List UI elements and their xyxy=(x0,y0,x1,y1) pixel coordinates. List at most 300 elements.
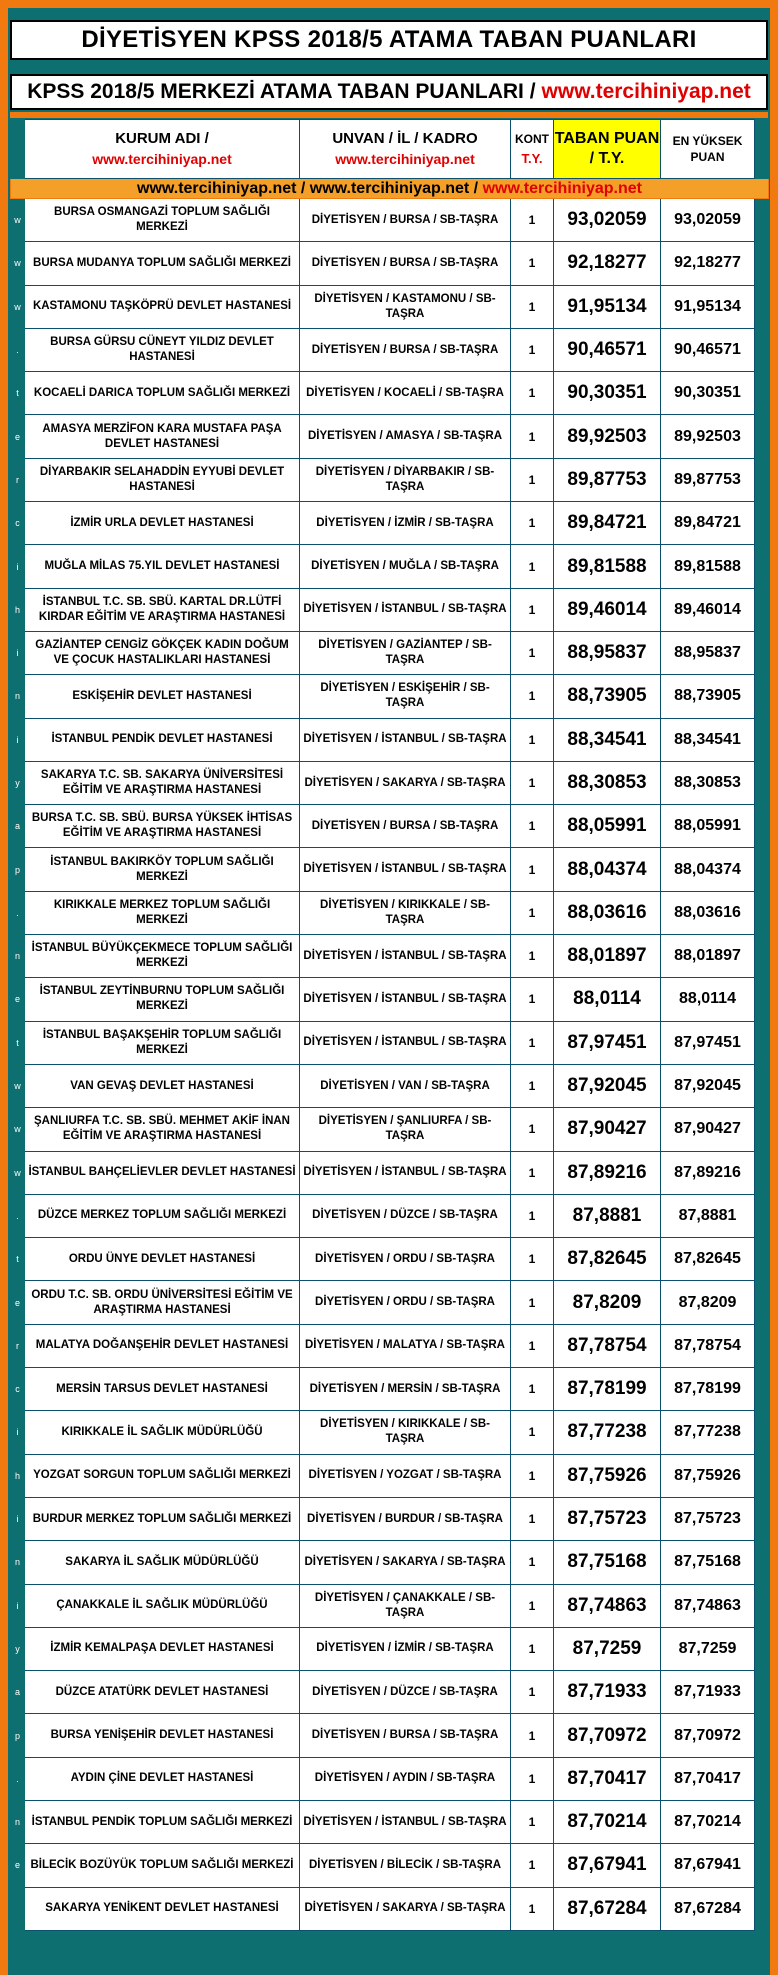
table-row xyxy=(11,1844,769,1887)
header-kont-sub: T.Y. xyxy=(521,151,543,166)
cell-taban: 88,04374 xyxy=(554,848,661,891)
table-row xyxy=(11,1757,769,1800)
side-letter xyxy=(11,1887,25,1930)
side-letter: e xyxy=(11,978,25,1021)
side-letter: w xyxy=(11,1064,25,1107)
side-letter: t xyxy=(11,1021,25,1064)
side-letter: t xyxy=(11,1238,25,1281)
cell-unvan: DİYETİSYEN / AYDIN / SB-TAŞRA xyxy=(300,1757,511,1800)
cell-kont: 1 xyxy=(511,1324,554,1367)
table-row xyxy=(11,328,769,371)
cell-unvan: DİYETİSYEN / KASTAMONU / SB-TAŞRA xyxy=(300,285,511,328)
cell-kont: 1 xyxy=(511,891,554,934)
cell-taban: 91,95134 xyxy=(554,285,661,328)
cell-kont: 1 xyxy=(511,1800,554,1843)
side-cell xyxy=(755,1281,769,1324)
cell-yuksek: 89,81588 xyxy=(661,545,755,588)
side-letter: i xyxy=(11,1584,25,1627)
cell-kurum: BİLECİK BOZÜYÜK TOPLUM SAĞLIĞI MERKEZİ xyxy=(25,1844,300,1887)
side-cell xyxy=(755,458,769,501)
url-banner-sep-1: / xyxy=(296,179,310,197)
cell-kurum: MUĞLA MİLAS 75.YIL DEVLET HASTANESİ xyxy=(25,545,300,588)
side-letter: p xyxy=(11,1714,25,1757)
side-cell xyxy=(755,718,769,761)
cell-unvan: DİYETİSYEN / İZMİR / SB-TAŞRA xyxy=(300,1627,511,1670)
side-cell xyxy=(755,1627,769,1670)
cell-kont: 1 xyxy=(511,588,554,631)
cell-yuksek: 87,67284 xyxy=(661,1887,755,1930)
cell-unvan: DİYETİSYEN / İSTANBUL / SB-TAŞRA xyxy=(300,588,511,631)
cell-yuksek: 87,90427 xyxy=(661,1108,755,1151)
url-banner xyxy=(11,179,769,199)
side-cell xyxy=(755,328,769,371)
cell-taban: 87,78754 xyxy=(554,1324,661,1367)
url-banner-a: www.tercihiniyap.net xyxy=(137,179,297,197)
table-row xyxy=(11,1454,769,1497)
table-row xyxy=(11,502,769,545)
side-cell xyxy=(755,805,769,848)
url-banner-c: www.tercihiniyap.net xyxy=(482,179,642,197)
header-unvan-url: www.tercihiniyap.net xyxy=(335,151,475,167)
cell-unvan: DİYETİSYEN / ORDU / SB-TAŞRA xyxy=(300,1281,511,1324)
side-cell xyxy=(755,242,769,285)
side-cell xyxy=(755,1194,769,1237)
cell-taban: 87,75926 xyxy=(554,1454,661,1497)
cell-kont: 1 xyxy=(511,1151,554,1194)
cell-kont: 1 xyxy=(511,1454,554,1497)
header-kurum-label: KURUM ADI / xyxy=(115,130,209,147)
header-unvan xyxy=(300,120,511,179)
cell-kont: 1 xyxy=(511,805,554,848)
side-cell xyxy=(755,978,769,1021)
table-row xyxy=(11,1108,769,1151)
side-letter: i xyxy=(11,545,25,588)
header-kont-label: KONT xyxy=(515,132,549,146)
cell-taban: 88,95837 xyxy=(554,631,661,674)
cell-unvan: DİYETİSYEN / KOCAELİ / SB-TAŞRA xyxy=(300,372,511,415)
cell-yuksek: 88,30853 xyxy=(661,761,755,804)
cell-yuksek: 87,78754 xyxy=(661,1324,755,1367)
table-row xyxy=(11,285,769,328)
table-row xyxy=(11,1800,769,1843)
cell-kurum: KOCAELİ DARICA TOPLUM SAĞLIĞI MERKEZİ xyxy=(25,372,300,415)
cell-taban: 87,70417 xyxy=(554,1757,661,1800)
header-kurum xyxy=(25,120,300,179)
table-row xyxy=(11,675,769,718)
side-letter: . xyxy=(11,1194,25,1237)
side-letter: i xyxy=(11,631,25,674)
cell-kont: 1 xyxy=(511,1021,554,1064)
cell-yuksek: 87,70972 xyxy=(661,1714,755,1757)
cell-kurum: İSTANBUL BÜYÜKÇEKMECE TOPLUM SAĞLIĞI MERKEZİ xyxy=(25,935,300,978)
cell-taban: 87,77238 xyxy=(554,1411,661,1454)
cell-unvan: DİYETİSYEN / BURSA / SB-TAŞRA xyxy=(300,1714,511,1757)
cell-kurum: MALATYA DOĞANŞEHİR DEVLET HASTANESİ xyxy=(25,1324,300,1367)
header-kurum-url: www.tercihiniyap.net xyxy=(92,151,232,167)
side-letter: i xyxy=(11,1411,25,1454)
page-subtitle xyxy=(10,74,768,110)
side-letter: a xyxy=(11,805,25,848)
cell-kurum: BURSA MUDANYA TOPLUM SAĞLIĞI MERKEZİ xyxy=(25,242,300,285)
cell-kurum: İSTANBUL T.C. SB. SBÜ. KARTAL DR.LÜTFİ KIRDAR EĞİTİM VE ARAŞTIRMA HASTANESİ xyxy=(25,588,300,631)
cell-kont: 1 xyxy=(511,502,554,545)
side-cell xyxy=(755,1064,769,1107)
table-row xyxy=(11,1714,769,1757)
cell-kont: 1 xyxy=(511,1108,554,1151)
cell-unvan: DİYETİSYEN / MALATYA / SB-TAŞRA xyxy=(300,1324,511,1367)
cell-unvan: DİYETİSYEN / İSTANBUL / SB-TAŞRA xyxy=(300,978,511,1021)
cell-unvan: DİYETİSYEN / İSTANBUL / SB-TAŞRA xyxy=(300,848,511,891)
cell-yuksek: 87,75926 xyxy=(661,1454,755,1497)
header-yuksek: EN YÜKSEK PUAN xyxy=(661,120,755,179)
cell-kont: 1 xyxy=(511,1194,554,1237)
cell-unvan: DİYETİSYEN / MUĞLA / SB-TAŞRA xyxy=(300,545,511,588)
cell-unvan: DİYETİSYEN / ORDU / SB-TAŞRA xyxy=(300,1238,511,1281)
side-letter: e xyxy=(11,415,25,458)
side-cell xyxy=(755,415,769,458)
cell-kurum: ORDU ÜNYE DEVLET HASTANESİ xyxy=(25,1238,300,1281)
table-row xyxy=(11,1021,769,1064)
side-letter: y xyxy=(11,761,25,804)
cell-kurum: SAKARYA T.C. SB. SAKARYA ÜNİVERSİTESİ EĞİTİM VE ARAŞTIRMA HASTANESİ xyxy=(25,761,300,804)
cell-unvan: DİYETİSYEN / BURSA / SB-TAŞRA xyxy=(300,328,511,371)
side-cell xyxy=(755,1108,769,1151)
cell-taban: 87,92045 xyxy=(554,1064,661,1107)
cell-kurum: GAZİANTEP CENGİZ GÖKÇEK KADIN DOĞUM VE ÇOCUK HASTALIKLARI HASTANESİ xyxy=(25,631,300,674)
side-cell xyxy=(755,848,769,891)
side-letter: w xyxy=(11,1108,25,1151)
cell-kurum: AYDIN ÇİNE DEVLET HASTANESİ xyxy=(25,1757,300,1800)
cell-kont: 1 xyxy=(511,1671,554,1714)
side-letter: a xyxy=(11,1671,25,1714)
cell-kurum: DÜZCE MERKEZ TOPLUM SAĞLIĞI MERKEZİ xyxy=(25,1194,300,1237)
cell-yuksek: 87,75723 xyxy=(661,1497,755,1540)
cell-kurum: İSTANBUL BAŞAKŞEHİR TOPLUM SAĞLIĞI MERKEZİ xyxy=(25,1021,300,1064)
table-row xyxy=(11,1151,769,1194)
url-banner-sep-2: / xyxy=(469,179,483,197)
cell-unvan: DİYETİSYEN / SAKARYA / SB-TAŞRA xyxy=(300,1887,511,1930)
cell-kurum: İZMİR URLA DEVLET HASTANESİ xyxy=(25,502,300,545)
cell-kont: 1 xyxy=(511,328,554,371)
header-unvan-label: UNVAN / İL / KADRO xyxy=(332,130,478,147)
side-letter: r xyxy=(11,458,25,501)
cell-taban: 89,84721 xyxy=(554,502,661,545)
cell-yuksek: 93,02059 xyxy=(661,199,755,242)
cell-taban: 87,90427 xyxy=(554,1108,661,1151)
cell-yuksek: 89,46014 xyxy=(661,588,755,631)
cell-taban: 90,30351 xyxy=(554,372,661,415)
cell-kont: 1 xyxy=(511,631,554,674)
cell-kont: 1 xyxy=(511,1887,554,1930)
side-cell xyxy=(755,1541,769,1584)
cell-taban: 90,46571 xyxy=(554,328,661,371)
table-row xyxy=(11,891,769,934)
cell-unvan: DİYETİSYEN / BURDUR / SB-TAŞRA xyxy=(300,1497,511,1540)
side-cell xyxy=(755,935,769,978)
cell-kont: 1 xyxy=(511,848,554,891)
cell-unvan: DİYETİSYEN / İSTANBUL / SB-TAŞRA xyxy=(300,718,511,761)
cell-kurum: BURDUR MERKEZ TOPLUM SAĞLIĞI MERKEZİ xyxy=(25,1497,300,1540)
table-row xyxy=(11,545,769,588)
cell-yuksek: 87,8209 xyxy=(661,1281,755,1324)
cell-yuksek: 87,67941 xyxy=(661,1844,755,1887)
side-cell xyxy=(755,1887,769,1930)
cell-unvan: DİYETİSYEN / BURSA / SB-TAŞRA xyxy=(300,805,511,848)
cell-taban: 88,05991 xyxy=(554,805,661,848)
table-row xyxy=(11,1541,769,1584)
cell-yuksek: 87,70417 xyxy=(661,1757,755,1800)
cell-yuksek: 89,87753 xyxy=(661,458,755,501)
cell-kont: 1 xyxy=(511,1411,554,1454)
side-cell xyxy=(755,761,769,804)
cell-taban: 87,82645 xyxy=(554,1238,661,1281)
side-cell xyxy=(755,120,769,179)
cell-kurum: BURSA T.C. SB. SBÜ. BURSA YÜKSEK İHTİSAS EĞİTİM VE ARAŞTIRMA HASTANESİ xyxy=(25,805,300,848)
cell-kurum: ÇANAKKALE İL SAĞLIK MÜDÜRLÜĞÜ xyxy=(25,1584,300,1627)
table-row xyxy=(11,631,769,674)
cell-taban: 87,74863 xyxy=(554,1584,661,1627)
cell-kurum: KIRIKKALE MERKEZ TOPLUM SAĞLIĞI MERKEZİ xyxy=(25,891,300,934)
cell-kurum: İSTANBUL BAKIRKÖY TOPLUM SAĞLIĞI MERKEZİ xyxy=(25,848,300,891)
cell-kurum: DÜZCE ATATÜRK DEVLET HASTANESİ xyxy=(25,1671,300,1714)
cell-unvan: DİYETİSYEN / ESKİŞEHİR / SB-TAŞRA xyxy=(300,675,511,718)
cell-kont: 1 xyxy=(511,1281,554,1324)
table-row xyxy=(11,1368,769,1411)
cell-yuksek: 88,73905 xyxy=(661,675,755,718)
cell-yuksek: 87,97451 xyxy=(661,1021,755,1064)
side-cell xyxy=(755,502,769,545)
cell-kont: 1 xyxy=(511,372,554,415)
page-title: DİYETİSYEN KPSS 2018/5 ATAMA TABAN PUANLARI xyxy=(10,20,768,60)
side-letter: c xyxy=(11,502,25,545)
cell-kont: 1 xyxy=(511,415,554,458)
cell-unvan: DİYETİSYEN / İSTANBUL / SB-TAŞRA xyxy=(300,1021,511,1064)
cell-yuksek: 87,8881 xyxy=(661,1194,755,1237)
cell-taban: 87,78199 xyxy=(554,1368,661,1411)
table-row xyxy=(11,848,769,891)
cell-kont: 1 xyxy=(511,545,554,588)
cell-unvan: DİYETİSYEN / DİYARBAKIR / SB-TAŞRA xyxy=(300,458,511,501)
cell-taban: 93,02059 xyxy=(554,199,661,242)
cell-yuksek: 88,95837 xyxy=(661,631,755,674)
cell-kurum: AMASYA MERZİFON KARA MUSTAFA PAŞA DEVLET HASTANESİ xyxy=(25,415,300,458)
side-letter: i xyxy=(11,718,25,761)
cell-taban: 89,81588 xyxy=(554,545,661,588)
cell-kont: 1 xyxy=(511,1757,554,1800)
cell-kurum: SAKARYA İL SAĞLIK MÜDÜRLÜĞÜ xyxy=(25,1541,300,1584)
cell-taban: 87,8209 xyxy=(554,1281,661,1324)
cell-kont: 1 xyxy=(511,458,554,501)
side-cell xyxy=(755,1714,769,1757)
side-letter: w xyxy=(11,285,25,328)
cell-unvan: DİYETİSYEN / BURSA / SB-TAŞRA xyxy=(300,199,511,242)
side-letter: c xyxy=(11,1368,25,1411)
table-row xyxy=(11,415,769,458)
side-letter: . xyxy=(11,1757,25,1800)
cell-taban: 89,46014 xyxy=(554,588,661,631)
cell-taban: 87,7259 xyxy=(554,1627,661,1670)
cell-unvan: DİYETİSYEN / DÜZCE / SB-TAŞRA xyxy=(300,1671,511,1714)
side-letter: w xyxy=(11,1151,25,1194)
cell-taban: 88,30853 xyxy=(554,761,661,804)
cell-kont: 1 xyxy=(511,675,554,718)
cell-kurum: KASTAMONU TAŞKÖPRÜ DEVLET HASTANESİ xyxy=(25,285,300,328)
side-cell xyxy=(755,1671,769,1714)
cell-kont: 1 xyxy=(511,1064,554,1107)
cell-taban: 87,97451 xyxy=(554,1021,661,1064)
side-cell xyxy=(755,1757,769,1800)
subtitle-text: KPSS 2018/5 MERKEZİ ATAMA TABAN PUANLARI / xyxy=(27,80,536,103)
header-taban: TABAN PUAN / T.Y. xyxy=(554,120,661,179)
cell-kurum: YOZGAT SORGUN TOPLUM SAĞLIĞI MERKEZİ xyxy=(25,1454,300,1497)
side-letter: . xyxy=(11,891,25,934)
side-letter: r xyxy=(11,1324,25,1367)
table-row xyxy=(11,761,769,804)
cell-taban: 87,8881 xyxy=(554,1194,661,1237)
cell-yuksek: 88,04374 xyxy=(661,848,755,891)
table-row xyxy=(11,1064,769,1107)
side-letter: p xyxy=(11,848,25,891)
cell-kont: 1 xyxy=(511,935,554,978)
cell-unvan: DİYETİSYEN / MERSİN / SB-TAŞRA xyxy=(300,1368,511,1411)
cell-unvan: DİYETİSYEN / YOZGAT / SB-TAŞRA xyxy=(300,1454,511,1497)
header-row xyxy=(11,120,769,179)
side-cell xyxy=(755,1324,769,1367)
cell-yuksek: 87,75168 xyxy=(661,1541,755,1584)
cell-kont: 1 xyxy=(511,242,554,285)
side-letter: h xyxy=(11,1454,25,1497)
cell-unvan: DİYETİSYEN / İZMİR / SB-TAŞRA xyxy=(300,502,511,545)
table-row xyxy=(11,805,769,848)
table-row xyxy=(11,1887,769,1930)
cell-kurum: MERSİN TARSUS DEVLET HASTANESİ xyxy=(25,1368,300,1411)
table-row xyxy=(11,1238,769,1281)
cell-yuksek: 87,70214 xyxy=(661,1800,755,1843)
cell-kont: 1 xyxy=(511,1541,554,1584)
table-row xyxy=(11,1281,769,1324)
cell-yuksek: 87,89216 xyxy=(661,1151,755,1194)
cell-kurum: KIRIKKALE İL SAĞLIK MÜDÜRLÜĞÜ xyxy=(25,1411,300,1454)
side-cell xyxy=(755,588,769,631)
side-cell xyxy=(755,1411,769,1454)
cell-kurum: İSTANBUL BAHÇELİEVLER DEVLET HASTANESİ xyxy=(25,1151,300,1194)
cell-kont: 1 xyxy=(511,978,554,1021)
cell-kurum: İSTANBUL PENDİK DEVLET HASTANESİ xyxy=(25,718,300,761)
table-row xyxy=(11,199,769,242)
cell-taban: 89,87753 xyxy=(554,458,661,501)
cell-yuksek: 87,7259 xyxy=(661,1627,755,1670)
cell-yuksek: 88,05991 xyxy=(661,805,755,848)
cell-taban: 88,01897 xyxy=(554,935,661,978)
cell-kurum: VAN GEVAŞ DEVLET HASTANESİ xyxy=(25,1064,300,1107)
side-cell xyxy=(755,1844,769,1887)
side-cell xyxy=(755,372,769,415)
side-cell xyxy=(755,1584,769,1627)
cell-unvan: DİYETİSYEN / KIRIKKALE / SB-TAŞRA xyxy=(300,1411,511,1454)
side-cell xyxy=(755,891,769,934)
side-cell xyxy=(755,1151,769,1194)
cell-unvan: DİYETİSYEN / ŞANLIURFA / SB-TAŞRA xyxy=(300,1108,511,1151)
cell-taban: 92,18277 xyxy=(554,242,661,285)
cell-unvan: DİYETİSYEN / BURSA / SB-TAŞRA xyxy=(300,242,511,285)
side-cell xyxy=(755,1454,769,1497)
cell-taban: 89,92503 xyxy=(554,415,661,458)
url-banner-b: www.tercihiniyap.net xyxy=(309,179,470,197)
cell-kurum: BURSA YENİŞEHİR DEVLET HASTANESİ xyxy=(25,1714,300,1757)
cell-kurum: DİYARBAKIR SELAHADDİN EYYUBİ DEVLET HASTANESİ xyxy=(25,458,300,501)
side-cell xyxy=(755,1021,769,1064)
header-kont xyxy=(511,120,554,179)
cell-yuksek: 87,92045 xyxy=(661,1064,755,1107)
table-row xyxy=(11,935,769,978)
cell-kont: 1 xyxy=(511,1584,554,1627)
subtitle-url: www.tercihiniyap.net xyxy=(541,80,751,103)
side-letter: n xyxy=(11,1541,25,1584)
cell-yuksek: 87,77238 xyxy=(661,1411,755,1454)
cell-unvan: DİYETİSYEN / DÜZCE / SB-TAŞRA xyxy=(300,1194,511,1237)
cell-kont: 1 xyxy=(511,199,554,242)
side-cell xyxy=(755,675,769,718)
cell-yuksek: 92,18277 xyxy=(661,242,755,285)
cell-kont: 1 xyxy=(511,1497,554,1540)
side-letter: t xyxy=(11,372,25,415)
table-row xyxy=(11,1627,769,1670)
url-banner-row xyxy=(11,179,769,199)
side-cell xyxy=(755,631,769,674)
cell-taban: 87,89216 xyxy=(554,1151,661,1194)
cell-unvan: DİYETİSYEN / VAN / SB-TAŞRA xyxy=(300,1064,511,1107)
side-cell xyxy=(755,285,769,328)
cell-kont: 1 xyxy=(511,761,554,804)
cell-taban: 88,73905 xyxy=(554,675,661,718)
cell-kont: 1 xyxy=(511,1627,554,1670)
cell-yuksek: 87,71933 xyxy=(661,1671,755,1714)
side-letter: e xyxy=(11,1844,25,1887)
cell-yuksek: 88,03616 xyxy=(661,891,755,934)
side-cell xyxy=(755,1800,769,1843)
cell-unvan: DİYETİSYEN / KIRIKKALE / SB-TAŞRA xyxy=(300,891,511,934)
table-row xyxy=(11,718,769,761)
side-cell xyxy=(755,1497,769,1540)
side-letter: n xyxy=(11,675,25,718)
cell-kont: 1 xyxy=(511,1368,554,1411)
cell-yuksek: 88,34541 xyxy=(661,718,755,761)
side-letter: w xyxy=(11,199,25,242)
cell-yuksek: 89,84721 xyxy=(661,502,755,545)
cell-kont: 1 xyxy=(511,1238,554,1281)
cell-taban: 87,75168 xyxy=(554,1541,661,1584)
side-letter: n xyxy=(11,935,25,978)
cell-unvan: DİYETİSYEN / İSTANBUL / SB-TAŞRA xyxy=(300,1151,511,1194)
table-row xyxy=(11,1584,769,1627)
cell-yuksek: 90,30351 xyxy=(661,372,755,415)
cell-yuksek: 89,92503 xyxy=(661,415,755,458)
cell-taban: 87,75723 xyxy=(554,1497,661,1540)
cell-yuksek: 88,0114 xyxy=(661,978,755,1021)
side-letter: n xyxy=(11,1800,25,1843)
cell-unvan: DİYETİSYEN / İSTANBUL / SB-TAŞRA xyxy=(300,1800,511,1843)
cell-kurum: ORDU T.C. SB. ORDU ÜNİVERSİTESİ EĞİTİM VE ARAŞTIRMA HASTANESİ xyxy=(25,1281,300,1324)
cell-unvan: DİYETİSYEN / ÇANAKKALE / SB-TAŞRA xyxy=(300,1584,511,1627)
orange-divider xyxy=(10,112,768,118)
cell-kurum: BURSA OSMANGAZİ TOPLUM SAĞLIĞI MERKEZİ xyxy=(25,199,300,242)
cell-kurum: SAKARYA YENİKENT DEVLET HASTANESİ xyxy=(25,1887,300,1930)
table-row xyxy=(11,978,769,1021)
cell-yuksek: 91,95134 xyxy=(661,285,755,328)
cell-taban: 87,70214 xyxy=(554,1800,661,1843)
table-row xyxy=(11,588,769,631)
table-row xyxy=(11,1671,769,1714)
